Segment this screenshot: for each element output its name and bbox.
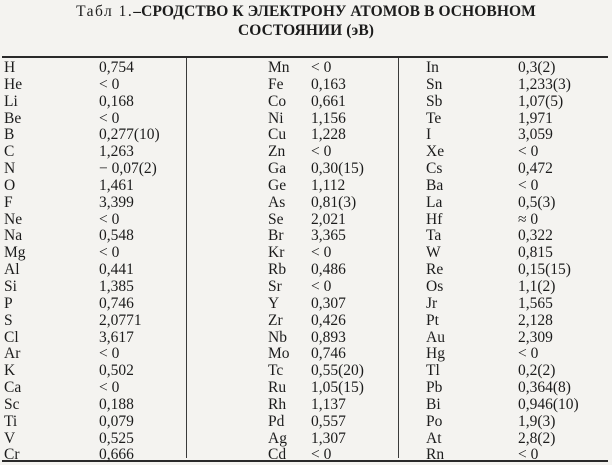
electron-affinity-value: 0,661 — [311, 92, 346, 110]
electron-affinity-value: 0,168 — [99, 92, 134, 110]
electron-affinity-value: < 0 — [311, 244, 332, 262]
element-symbol: Si — [4, 277, 17, 295]
electron-affinity-value: 2,0771 — [99, 311, 142, 329]
electron-affinity-value: 2,8(2) — [518, 429, 556, 447]
title-text: –СРОДСТВО К ЭЛЕКТРОНУ АТОМОВ В ОСНОВНОМ — [133, 3, 536, 20]
electron-affinity-value: < 0 — [518, 345, 539, 363]
element-symbol: Al — [4, 261, 20, 279]
element-symbol: C — [4, 143, 15, 161]
electron-affinity-value: 0,893 — [311, 328, 346, 346]
electron-affinity-value: 1,156 — [311, 109, 346, 127]
electron-affinity-value: 0,557 — [311, 412, 346, 430]
electron-affinity-value: 0,15(15) — [518, 261, 571, 279]
table-number: Табл 1. — [76, 3, 134, 20]
element-symbol: Hf — [426, 210, 443, 228]
element-symbol: W — [426, 244, 441, 262]
electron-affinity-value: 1,137 — [311, 395, 346, 413]
electron-affinity-value: 0,486 — [311, 261, 346, 279]
element-symbol: Fe — [268, 75, 284, 93]
element-symbol: Br — [268, 227, 284, 245]
electron-affinity-value: < 0 — [518, 176, 539, 194]
electron-affinity-value: < 0 — [311, 143, 332, 161]
electron-affinity-value: − 0,07(2) — [99, 160, 157, 178]
element-symbol: Cu — [268, 126, 287, 144]
element-symbol: Rn — [426, 446, 445, 464]
electron-affinity-value: 1,233(3) — [518, 75, 571, 93]
element-symbol: Sn — [426, 75, 443, 93]
electron-affinity-value: 0,5(3) — [518, 193, 556, 211]
element-symbol: Zr — [268, 311, 283, 329]
table-title — [0, 2, 612, 40]
electron-affinity-value: 0,81(3) — [311, 193, 357, 211]
element-symbol: Sr — [268, 277, 282, 295]
element-symbol: I — [426, 126, 432, 144]
electron-affinity-value: < 0 — [311, 446, 332, 464]
electron-affinity-value: 0,502 — [99, 362, 134, 380]
element-symbol: Rb — [268, 261, 287, 279]
element-symbol: Be — [4, 109, 22, 127]
electron-affinity-value: 0,30(15) — [311, 160, 364, 178]
element-symbol: Rh — [268, 395, 287, 413]
element-symbol: Cs — [426, 160, 443, 178]
electron-affinity-value: 1,1(2) — [518, 277, 556, 295]
electron-affinity-value: 0,307 — [311, 294, 346, 312]
element-symbol: Jr — [426, 294, 438, 312]
electron-affinity-value: < 0 — [518, 446, 539, 464]
electron-affinity-value: 1,263 — [99, 143, 134, 161]
electron-affinity-value: 0,364(8) — [518, 379, 571, 397]
element-symbol: Y — [268, 294, 280, 312]
element-symbol: P — [4, 294, 13, 312]
element-symbol: Li — [4, 92, 18, 110]
electron-affinity-value: 0,946(10) — [518, 395, 579, 413]
element-symbol: Po — [426, 412, 443, 430]
element-symbol: Na — [4, 227, 23, 245]
electron-affinity-value: 0,746 — [99, 294, 134, 312]
electron-affinity-value: 0,163 — [311, 75, 346, 93]
element-symbol: Ga — [268, 160, 287, 178]
electron-affinity-value: < 0 — [99, 345, 120, 363]
element-symbol: As — [268, 193, 286, 211]
element-symbol: F — [4, 193, 13, 211]
electron-affinity-value: 0,548 — [99, 227, 134, 245]
electron-affinity-value: < 0 — [311, 59, 332, 76]
element-symbol: Mn — [268, 59, 290, 76]
element-symbol: Bi — [426, 395, 441, 413]
element-symbol: Xe — [426, 143, 445, 161]
element-symbol: Cl — [4, 328, 19, 346]
element-symbol: S — [4, 311, 13, 329]
electron-affinity-value: ≈ 0 — [518, 210, 539, 228]
electron-affinity-value: 0,079 — [99, 412, 134, 430]
element-symbol: Ti — [4, 412, 18, 430]
element-symbol: Nb — [268, 328, 287, 346]
electron-affinity-value: 1,971 — [518, 109, 553, 127]
column-divider — [186, 58, 187, 458]
electron-affinity-value: 1,9(3) — [518, 412, 556, 430]
electron-affinity-value: 0,426 — [311, 311, 346, 329]
electron-affinity-value: < 0 — [99, 109, 120, 127]
electron-affinity-value: 1,385 — [99, 277, 134, 295]
element-symbol: Tc — [268, 362, 284, 380]
element-symbol: V — [4, 429, 16, 447]
element-symbol: Co — [268, 92, 287, 110]
element-symbol: Au — [426, 328, 445, 346]
element-symbol: K — [4, 362, 16, 380]
element-symbol: Te — [426, 109, 442, 127]
column-divider — [398, 58, 399, 458]
element-symbol: Pb — [426, 379, 443, 397]
element-symbol: N — [4, 160, 16, 178]
element-symbol: Kr — [268, 244, 285, 262]
electron-affinity-value: 3,365 — [311, 227, 346, 245]
electron-affinity-value: 0,322 — [518, 227, 553, 245]
top-rule — [2, 56, 608, 58]
element-symbol: At — [426, 429, 442, 447]
electron-affinity-value: 3,617 — [99, 328, 134, 346]
element-symbol: Ca — [4, 379, 22, 397]
element-symbol: Sc — [4, 395, 20, 413]
element-symbol: H — [4, 59, 16, 76]
element-symbol: Se — [268, 210, 284, 228]
element-symbol: He — [4, 75, 23, 93]
element-symbol: Sb — [426, 92, 443, 110]
electron-affinity-value: 2,021 — [311, 210, 346, 228]
electron-affinity-value: 1,228 — [311, 126, 346, 144]
electron-affinity-value: 0,277(10) — [99, 126, 160, 144]
electron-affinity-value: 1,461 — [99, 176, 134, 194]
electron-affinity-value: < 0 — [99, 379, 120, 397]
electron-affinity-value: 1,05(15) — [311, 379, 364, 397]
electron-affinity-value: 3,059 — [518, 126, 553, 144]
electron-affinity-value: 1,07(5) — [518, 92, 564, 110]
element-symbol: Cr — [4, 446, 20, 464]
electron-affinity-value: 2,309 — [518, 328, 553, 346]
electron-affinity-value: 1,112 — [311, 176, 346, 194]
element-symbol: Mo — [268, 345, 290, 363]
element-symbol: Ge — [268, 176, 287, 194]
element-symbol: Os — [426, 277, 444, 295]
electron-affinity-value: 0,754 — [99, 59, 134, 76]
element-symbol: Zn — [268, 143, 286, 161]
electron-affinity-value: 0,746 — [311, 345, 346, 363]
electron-affinity-value: 0,441 — [99, 261, 134, 279]
element-symbol: Mg — [4, 244, 26, 262]
element-symbol: Ne — [4, 210, 23, 228]
element-symbol: Pd — [268, 412, 285, 430]
electron-affinity-value: 1,565 — [518, 294, 553, 312]
electron-affinity-value: 0,525 — [99, 429, 134, 447]
element-symbol: Pt — [426, 311, 439, 329]
element-symbol: Ru — [268, 379, 287, 397]
element-symbol: Cd — [268, 446, 287, 464]
electron-affinity-value: < 0 — [311, 277, 332, 295]
electron-affinity-value: 0,3(2) — [518, 59, 556, 76]
element-symbol: Tl — [426, 362, 440, 380]
element-symbol: Ar — [4, 345, 21, 363]
electron-affinity-value: 0,55(20) — [311, 362, 364, 380]
element-symbol: La — [426, 193, 443, 211]
electron-affinity-value: < 0 — [518, 143, 539, 161]
electron-affinity-value: 0,188 — [99, 395, 134, 413]
element-symbol: In — [426, 59, 439, 76]
electron-affinity-value: 0,815 — [518, 244, 553, 262]
electron-affinity-value: < 0 — [99, 75, 120, 93]
electron-affinity-value: < 0 — [99, 244, 120, 262]
electron-affinity-value: 0,666 — [99, 446, 134, 464]
element-symbol: Re — [426, 261, 444, 279]
electron-affinity-value: 0,2(2) — [518, 362, 556, 380]
element-symbol: Ag — [268, 429, 287, 447]
element-symbol: Ta — [426, 227, 442, 245]
electron-affinity-value: 3,399 — [99, 193, 134, 211]
title-line-2: СОСТОЯНИИ (эВ) — [237, 22, 375, 39]
electron-affinity-value: 1,307 — [311, 429, 346, 447]
electron-affinity-value: 0,472 — [518, 160, 553, 178]
electron-affinity-value: < 0 — [99, 210, 120, 228]
element-symbol: Ni — [268, 109, 284, 127]
element-symbol: Hg — [426, 345, 445, 363]
element-symbol: Ba — [426, 176, 444, 194]
element-symbol: O — [4, 176, 16, 194]
element-symbol: B — [4, 126, 15, 144]
title-line-1 — [0, 2, 612, 21]
electron-affinity-value: 2,128 — [518, 311, 553, 329]
